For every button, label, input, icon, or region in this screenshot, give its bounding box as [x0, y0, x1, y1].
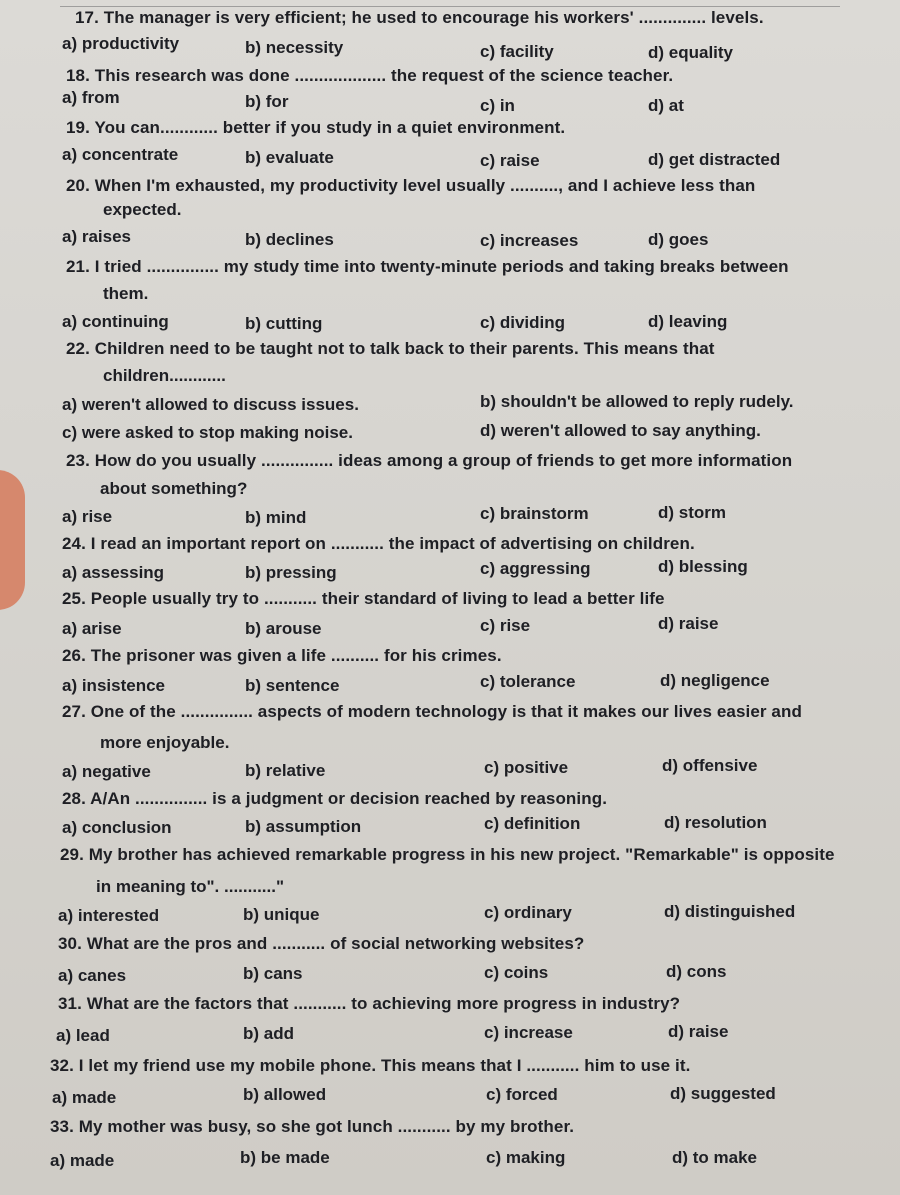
option-d[interactable]: d) cons — [666, 962, 727, 981]
option-d[interactable]: d) suggested — [670, 1084, 776, 1103]
option-a[interactable]: a) conclusion — [62, 818, 172, 837]
option-d[interactable]: d) weren't allowed to say anything. — [480, 421, 761, 440]
option-a[interactable]: a) arise — [62, 619, 122, 638]
option-c[interactable]: c) aggressing — [480, 559, 591, 578]
finger-shadow — [0, 470, 25, 610]
option-c[interactable]: c) raise — [480, 151, 540, 170]
top-rule — [60, 6, 840, 7]
option-a[interactable]: a) weren't allowed to discuss issues. — [62, 395, 359, 414]
option-a[interactable]: a) insistence — [62, 676, 165, 695]
option-a[interactable]: a) lead — [56, 1026, 110, 1045]
question-stem: 27. One of the ............... aspects of modern technology is that it makes our lives easier and — [62, 702, 802, 721]
option-c[interactable]: c) facility — [480, 42, 554, 61]
question-stem: 33. My mother was busy, so she got lunch ........... by my brother. — [50, 1117, 575, 1136]
option-d[interactable]: d) blessing — [658, 557, 748, 576]
question-stem: 25. People usually try to ........... their standard of living to lead a better life — [62, 589, 665, 608]
question-stem-continuation: expected. — [103, 200, 182, 219]
question-stem: 17. The manager is very efficient; he used to encourage his workers' .............. levels. — [75, 8, 764, 27]
option-b[interactable]: b) cans — [243, 964, 303, 983]
option-c[interactable]: c) definition — [484, 814, 581, 833]
option-c[interactable]: c) rise — [480, 616, 531, 635]
option-d[interactable]: d) storm — [658, 503, 726, 522]
option-b[interactable]: b) for — [245, 92, 289, 111]
option-a[interactable]: a) made — [50, 1151, 115, 1170]
option-b[interactable]: b) mind — [245, 508, 307, 527]
question-stem: 26. The prisoner was given a life .......... for his crimes. — [62, 646, 502, 665]
option-b[interactable]: b) arouse — [245, 619, 322, 638]
question-stem: 28. A/An ............... is a judgment or decision reached by reasoning. — [62, 789, 608, 808]
option-a[interactable]: a) made — [52, 1088, 117, 1107]
option-d[interactable]: d) at — [648, 96, 684, 115]
option-d[interactable]: d) negligence — [660, 671, 770, 690]
option-a[interactable]: a) continuing — [62, 312, 169, 331]
question-stem-continuation: about something? — [100, 479, 248, 498]
question-stem: 21. I tried ............... my study time into twenty-minute periods and taking breaks between — [66, 257, 789, 276]
option-c[interactable]: c) were asked to stop making noise. — [62, 423, 353, 442]
option-c[interactable]: c) increases — [480, 231, 579, 250]
question-stem: 31. What are the factors that ........... to achieving more progress in industry? — [58, 994, 681, 1013]
option-b[interactable]: b) pressing — [245, 563, 337, 582]
option-d[interactable]: d) equality — [648, 43, 734, 62]
option-a[interactable]: a) productivity — [62, 34, 180, 53]
option-d[interactable]: d) raise — [658, 614, 719, 633]
option-b[interactable]: b) shouldn't be allowed to reply rudely. — [480, 392, 794, 411]
option-a[interactable]: a) assessing — [62, 563, 165, 582]
option-d[interactable]: d) get distracted — [648, 150, 781, 169]
question-stem: 20. When I'm exhausted, my productivity level usually .........., and I achieve less than — [66, 176, 756, 195]
question-stem: 30. What are the pros and ........... of social networking websites? — [58, 934, 585, 953]
option-d[interactable]: d) goes — [648, 230, 709, 249]
option-a[interactable]: a) rise — [62, 507, 113, 526]
option-a[interactable]: a) canes — [58, 966, 127, 985]
option-b[interactable]: b) cutting — [245, 314, 323, 333]
option-b[interactable]: b) allowed — [243, 1085, 327, 1104]
option-b[interactable]: b) assumption — [245, 817, 362, 836]
question-stem-continuation: children............ — [103, 366, 226, 385]
option-b[interactable]: b) evaluate — [245, 148, 334, 167]
option-c[interactable]: c) dividing — [480, 313, 565, 332]
option-a[interactable]: a) concentrate — [62, 145, 179, 164]
option-d[interactable]: d) offensive — [662, 756, 758, 775]
option-d[interactable]: d) to make — [672, 1148, 758, 1167]
question-stem: 24. I read an important report on ........... the impact of advertising on children. — [62, 534, 695, 553]
option-c[interactable]: c) coins — [484, 963, 549, 982]
question-stem: 19. You can............ better if you study in a quiet environment. — [66, 118, 566, 137]
option-c[interactable]: c) ordinary — [484, 903, 572, 922]
option-b[interactable]: b) declines — [245, 230, 334, 249]
option-c[interactable]: c) positive — [484, 758, 569, 777]
option-a[interactable]: a) raises — [62, 227, 131, 246]
option-b[interactable]: b) sentence — [245, 676, 340, 695]
option-d[interactable]: d) leaving — [648, 312, 728, 331]
option-b[interactable]: b) add — [243, 1024, 294, 1043]
option-c[interactable]: c) brainstorm — [480, 504, 589, 523]
option-c[interactable]: c) increase — [484, 1023, 573, 1042]
option-a[interactable]: a) from — [62, 88, 120, 107]
option-d[interactable]: d) raise — [668, 1022, 729, 1041]
question-stem: 32. I let my friend use my mobile phone. This means that I ........... him to use it. — [50, 1056, 691, 1075]
option-a[interactable]: a) interested — [58, 906, 160, 925]
question-stem-continuation: in meaning to". ..........." — [96, 877, 285, 896]
question-stem-continuation: them. — [103, 284, 149, 303]
option-b[interactable]: b) unique — [243, 905, 320, 924]
option-d[interactable]: d) distinguished — [664, 902, 796, 921]
option-c[interactable]: c) in — [480, 96, 515, 115]
option-a[interactable]: a) negative — [62, 762, 151, 781]
option-c[interactable]: c) forced — [486, 1085, 558, 1104]
option-b[interactable]: b) be made — [240, 1148, 330, 1167]
option-b[interactable]: b) relative — [245, 761, 326, 780]
question-stem: 18. This research was done ................... the request of the science teacher. — [66, 66, 674, 85]
question-stem-continuation: more enjoyable. — [100, 733, 230, 752]
option-c[interactable]: c) making — [486, 1148, 566, 1167]
option-b[interactable]: b) necessity — [245, 38, 344, 57]
option-c[interactable]: c) tolerance — [480, 672, 576, 691]
question-stem: 22. Children need to be taught not to talk back to their parents. This means that — [66, 339, 715, 358]
question-stem: 23. How do you usually ............... ideas among a group of friends to get more information — [66, 451, 793, 470]
question-stem: 29. My brother has achieved remarkable progress in his new project. "Remarkable" is opposite — [60, 845, 835, 864]
option-d[interactable]: d) resolution — [664, 813, 767, 832]
